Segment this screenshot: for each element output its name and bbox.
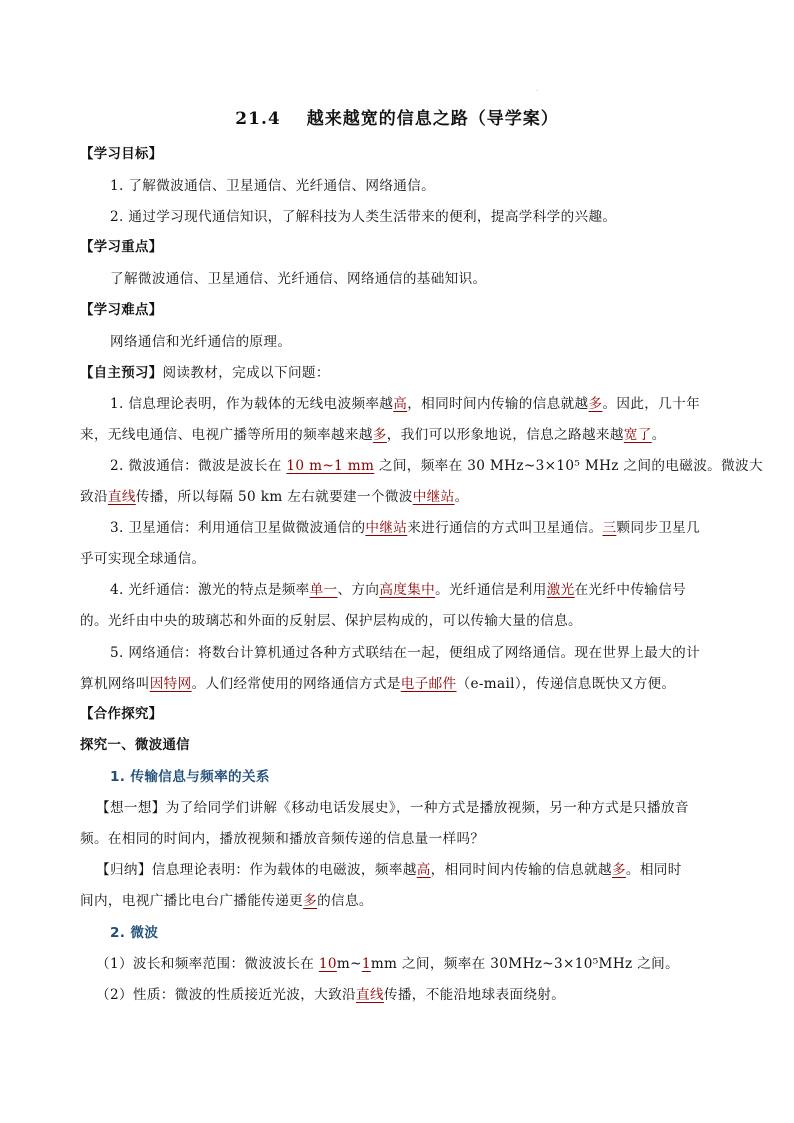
- answer-blank: 多: [303, 893, 318, 909]
- goal-item-2: 2. 通过学习现代通信知识，了解科技为人类生活带来的便利，提高学科学的兴趣。: [110, 209, 617, 225]
- text-run: 之间，频率在 30 MHz~3×10⁵ MHz 之间的电磁波。微波大: [374, 458, 763, 474]
- text-run: 来进行通信的方式叫卫星通信。: [407, 520, 603, 536]
- text-run: 。: [651, 427, 666, 443]
- text-run: （e-mail），传递信息既快又方便。: [456, 676, 676, 692]
- preview-item-2-line-2: [80, 486, 720, 508]
- answer-blank: 高度集中: [379, 582, 436, 598]
- answer-blank: 高: [416, 862, 431, 878]
- microwave-range-line: [96, 953, 736, 975]
- preview-header-line: [80, 362, 720, 385]
- text-run: 。相同时: [625, 862, 682, 878]
- answer-blank: 高: [393, 396, 408, 412]
- text-run: 。人们经常使用的网络通信方式是: [191, 676, 401, 692]
- text-run: ，相同时间内传输的信息就越: [430, 862, 612, 878]
- goal-header: 【学习目标】: [80, 147, 163, 162]
- answer-blank: 中继站: [412, 489, 455, 505]
- summary-line-2: [80, 890, 720, 912]
- scan-dot: .: [536, 86, 538, 93]
- answer-blank: 因特网: [149, 676, 192, 692]
- title-number: 21.4: [235, 109, 281, 129]
- answer-blank: 1: [361, 956, 371, 972]
- section-2-title: 2. 微波: [110, 925, 159, 941]
- think-line-1: 【想一想】为了给同学们讲解《移动电话发展史》，一种方式是播放视频，另一种方式是只播放音: [96, 800, 689, 816]
- text-run: 传播，不能沿地球表面绕射。: [383, 987, 566, 1003]
- text-run: 。光纤通信是利用: [435, 582, 547, 598]
- microwave-property-line: [96, 984, 736, 1006]
- answer-blank: 三: [602, 520, 617, 536]
- preview-item-4-line-1: [110, 579, 750, 601]
- explore-1-title: 探究一、微波通信: [80, 738, 190, 753]
- text-run: 【归纳】信息理论表明：作为载体的电磁波，频率越: [96, 862, 417, 878]
- text-run: 颗同步卫星几: [616, 520, 701, 536]
- answer-blank: 中继站: [365, 520, 408, 536]
- text-run: （2）性质：微波的性质接近光波，大致沿: [96, 987, 356, 1003]
- difficult-text: 网络通信和光纤通信的原理。: [110, 334, 292, 350]
- text-run: m~: [336, 956, 362, 972]
- key-header: 【学习重点】: [80, 240, 163, 255]
- preview-header: 【自主预习】: [80, 366, 163, 381]
- preview-item-5-line-2: [80, 673, 720, 695]
- preview-item-2-line-1: [110, 455, 763, 477]
- coop-header: 【合作探究】: [80, 707, 163, 722]
- section-1-title: 1. 传输信息与频率的关系: [110, 769, 270, 785]
- text-run: 、方向: [337, 582, 380, 598]
- answer-blank: 10: [318, 956, 337, 972]
- text-run: 3. 卫星通信：利用通信卫星做微波通信的: [110, 520, 366, 536]
- answer-blank: 直线: [356, 987, 384, 1003]
- answer-blank: 多: [372, 427, 387, 443]
- text-run: 。: [454, 489, 469, 505]
- text-run: 1. 信息理论表明，作为载体的无线电波频率越: [110, 396, 394, 412]
- text-run: 致沿: [80, 489, 108, 505]
- answer-blank: 多: [588, 396, 603, 412]
- title-text: 越来越宽的信息之路（导学案）: [306, 109, 559, 129]
- goal-item-1: 1. 了解微波通信、卫星通信、光纤通信、网络通信。: [110, 178, 436, 194]
- key-text: 了解微波通信、卫星通信、光纤通信、网络通信的基础知识。: [110, 271, 487, 287]
- preview-item-5-line-1: 5. 网络通信：将数台计算机通过各种方式联结在一起，便组成了网络通信。现在世界上最大的计: [110, 645, 701, 661]
- text-run: ，相同时间内传输的信息就越: [407, 396, 589, 412]
- answer-blank: 电子邮件: [400, 676, 457, 692]
- preview-item-3-line-2: 乎可实现全球通信。: [80, 551, 206, 567]
- text-run: 4. 光纤通信：激光的特点是频率: [110, 582, 310, 598]
- answer-blank: 10 m~1 mm: [286, 458, 375, 474]
- answer-blank: 直线: [107, 489, 136, 505]
- preview-item-1-line-2: [80, 424, 720, 446]
- think-line-2: 频。在相同的时间内，播放视频和播放音频传递的信息量一样吗？: [80, 831, 485, 847]
- text-run: 在光纤中传输信号: [574, 582, 687, 598]
- text-run: 传播，所以每隔 50 km 左右就要建一个微波: [135, 489, 413, 505]
- preview-item-1-line-1: [110, 393, 750, 415]
- preview-item-3-line-1: [110, 517, 750, 539]
- difficult-header: 【学习难点】: [80, 303, 163, 318]
- preview-intro: 阅读教材，完成以下问题：: [162, 365, 330, 381]
- text-run: 间内，电视广播比电台广播能传递更: [80, 893, 304, 909]
- answer-blank: 多: [611, 862, 626, 878]
- answer-blank: 单一: [309, 582, 338, 598]
- text-run: （1）波长和频率范围：微波波长在: [96, 956, 319, 972]
- answer-blank: 激光: [546, 582, 575, 598]
- answer-blank: 宽了: [623, 427, 652, 443]
- text-run: 算机网络叫: [80, 676, 150, 692]
- text-run: 来，无线电通信、电视广播等所用的频率越来越: [80, 427, 373, 443]
- text-run: 。因此，几十年: [602, 396, 701, 412]
- text-run: 的信息。: [317, 893, 373, 909]
- text-run: 2. 微波通信：微波是波长在: [110, 458, 287, 474]
- preview-item-4-line-2: 的。光纤由中央的玻璃芯和外面的反射层、保护层构成的，可以传输大量的信息。: [80, 613, 582, 629]
- text-run: ，我们可以形象地说，信息之路越来越: [386, 427, 624, 443]
- summary-line-1: [96, 859, 736, 881]
- text-run: mm 之间，频率在 30MHz~3×10⁵MHz 之间。: [370, 956, 680, 972]
- page-title: [0, 104, 794, 129]
